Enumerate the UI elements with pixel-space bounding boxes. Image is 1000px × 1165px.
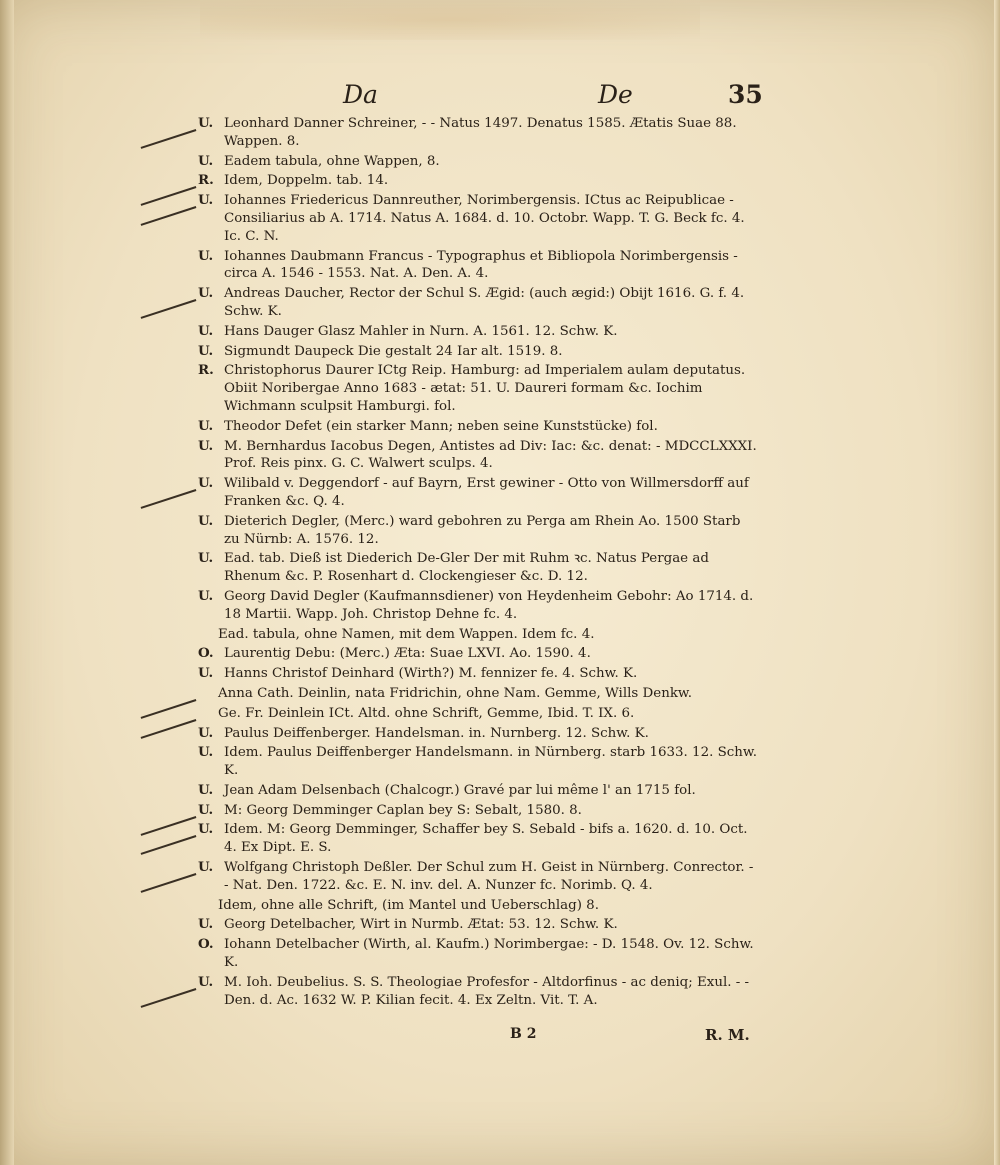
entry-text: Anna Cath. Deinlin, nata Fridrichin, ohne Nam. Gemme, Wills Denkw. [218,685,693,701]
catalog-entry [198,802,758,820]
entry-mark: U. [198,152,214,169]
catalog-entry [198,362,758,415]
entry-text: Idem, ohne alle Schrift, (im Mantel und Ueberschlag) 8. [218,897,599,913]
catchword: R. M. [705,1026,750,1044]
pen-tick-mark [141,699,197,718]
pen-tick-mark [141,489,197,508]
catalog-entry [198,248,758,284]
entry-mark: U. [198,512,214,529]
entry-text: Ge. Fr. Deinlein ICt. Altd. ohne Schrift, Gemme, Ibid. T. IX. 6. [218,705,635,721]
entry-text: M: Georg Demminger Caplan bey S: Sebalt, 1580. 8. [224,802,582,818]
entry-text: Ead. tab. Dieß ist Diederich De-Gler Der mit Ruhm ꝛc. Natus Pergae ad Rhenum &c. P. Rosenhart d. Clockengieser &c. D. 12. [224,551,709,585]
entry-mark: U. [198,587,214,604]
catalog-entry [198,859,758,895]
catalog-entry [198,626,758,644]
catalog-entry [198,115,758,151]
catalog-entry [198,513,758,549]
entry-text: Andreas Daucher, Rector der Schul S. Ægid: (auch ægid:) Obijt 1616. G. f. 4. Schw. K. [224,286,745,319]
catalog-entry [198,645,758,663]
catalog-entry [198,744,758,780]
header-left-word: Da [343,80,378,109]
entry-mark: U. [198,821,214,838]
entry-text: Leonhard Danner Schreiner, - - Natus 1497. Denatus 1585. Ætatis Suae 88. Wappen. 8. [224,116,737,149]
catalog-entry [198,665,758,683]
entry-mark: O. [198,936,214,953]
entry-text: Hans Dauger Glasz Mahler in Nurn. A. 1561. 12. Schw. K. [224,323,618,339]
entry-text: Eadem tabula, ohne Wappen, 8. [224,153,440,169]
entry-mark: U. [198,916,214,933]
entry-text: Georg Detelbacher, Wirt in Nurmb. Ætat: 53. 12. Schw. K. [224,917,618,933]
entry-mark: O. [198,645,214,662]
catalog-entry [198,550,758,586]
catalog-entry [198,821,758,857]
entry-text: Laurentig Debu: (Merc.) Æta: Suae LXVI. Ao. 1590. 4. [224,646,591,662]
pen-tick-mark [141,129,197,148]
entry-mark: U. [198,550,214,567]
entry-mark: U. [198,247,214,264]
entry-text: Jean Adam Delsenbach (Chalcogr.) Gravé par lui même l' an 1715 fol. [224,782,696,798]
entry-mark: U. [198,475,214,492]
entry-text: Ead. tabula, ohne Namen, mit dem Wappen. Idem fc. 4. [218,626,595,642]
entry-text: Idem, Doppelm. tab. 14. [224,173,389,189]
entry-mark: U. [198,724,214,741]
catalog-entry [198,897,758,915]
entry-text: Christophorus Daurer ICtg Reip. Hamburg: ad Imperialem aulam deputatus. Obiit Noribergae Anno 1683 - ætat: 51. U. Daureri formam &c. Iochim Wichmann sculpsit Hamburgi. fol. [224,363,746,414]
entry-mark: U. [198,973,214,990]
catalog-entry [198,705,758,723]
entry-text: Sigmundt Daupeck Die gestalt 24 Iar alt. 1519. 8. [224,343,563,359]
page-edge [994,0,1000,1165]
entry-mark: U. [198,192,214,209]
catalog-entry [198,936,758,972]
catalog-entry [198,418,758,436]
entry-mark: U. [198,342,214,359]
pen-tick-mark [141,299,197,318]
catalog-entry [198,588,758,624]
catalog-entry [198,438,758,474]
signature-mark: B 2 [510,1026,537,1042]
catalog-entry [198,916,758,934]
pen-tick-mark [141,186,197,205]
entry-text: Wilibald v. Deggendorf - auf Bayrn, Erst gewiner - Otto von Willmersdorff auf Franken &c. Q. 4. [224,476,749,509]
entry-text: Idem. M: Georg Demminger, Schaffer bey S. Sebald - bifs a. 1620. d. 10. Oct. 4. Ex Dipt. E. S. [224,822,748,856]
entry-text: Theodor Defet (ein starker Mann; neben seine Kunststücke) fol. [224,418,658,434]
entry-text: Idem. Paulus Deiffenberger Handelsmann. in Nürnberg. starb 1633. 12. Schw. K. [224,745,758,779]
pen-tick-mark [141,988,197,1007]
entry-text: Iohann Detelbacher (Wirth, al. Kaufm.) Norimbergae: - D. 1548. Ov. 12. Schw. K. [224,937,754,971]
entry-mark: U. [198,781,214,798]
pen-tick-mark [141,719,197,738]
paper-stain [200,0,700,40]
entry-mark: U. [198,285,214,302]
entry-mark: U. [198,801,214,818]
catalog-entry [198,285,758,321]
catalog-entry [198,782,758,800]
entry-mark: U. [198,322,214,339]
entry-text: Dieterich Degler, (Merc.) ward gebohren zu Perga am Rhein Ao. 1500 Starb zu Nürnb: A. 1576. 12. [224,513,741,547]
entry-text: M. Ioh. Deubelius. S. S. Theologiae Profesfor - Altdorfinus - ac deniq; Exul. - - Den. d. Ac. 1632 W. P. Kilian fecit. 4. Ex Zeltn. Vit. T. A. [224,974,750,1008]
catalog-entry [198,343,758,361]
entry-text: Iohannes Friedericus Dannreuther, Norimbergensis. ICtus ac Reipublicae - Consiliarius ab A. 1714. Natus A. 1684. d. 10. Octobr. Wapp. T. G. Beck fc. 4. Ic. C. N. [224,193,745,244]
catalog-entry [198,323,758,341]
catalog-entries [198,115,758,1011]
page-number: 35 [728,80,763,109]
pen-tick-mark [141,836,197,855]
entry-mark: U. [198,437,214,454]
catalog-entry [198,192,758,245]
entry-text: Paulus Deiffenberger. Handelsman. in. Nurnberg. 12. Schw. K. [224,725,649,741]
catalog-entry [198,974,758,1010]
catalog-entry [198,685,758,703]
entry-text: M. Bernhardus Iacobus Degen, Antistes ad Div: Iac: &c. denat: - MDCCLXXXI. Prof. Reis pinx. G. C. Walwert sculps. 4. [224,438,757,472]
entry-text: Georg David Degler (Kaufmannsdiener) von Heydenheim Gebohr: Ao 1714. d. 18 Martii. Wapp. Joh. Christop Dehne fc. 4. [224,588,754,622]
pen-tick-mark [141,206,197,225]
entry-mark: R. [198,172,214,189]
entry-mark: U. [198,859,214,876]
entry-mark: U. [198,744,214,761]
header-right-word: De [598,80,633,109]
entry-mark: U. [198,115,214,131]
catalog-entry [198,153,758,171]
entry-text: Hanns Christof Deinhard (Wirth?) M. fennizer fe. 4. Schw. K. [224,666,638,682]
page-gutter [0,0,14,1165]
entry-text: Wolfgang Christoph Deßler. Der Schul zum H. Geist in Nürnberg. Conrector. - - Nat. Den. 1722. &c. E. N. inv. del. A. Nunzer fc. Norimb. Q. 4. [224,860,754,893]
entry-text: Iohannes Daubmann Francus - Typographus et Bibliopola Norimbergensis - circa A. 1546 - 1553. Nat. A. Den. A. 4. [224,248,738,282]
catalog-entry [198,725,758,743]
running-header [0,80,1000,120]
entry-mark: R. [198,362,214,379]
entry-mark: U. [198,417,214,434]
pen-tick-mark [141,816,197,835]
pen-tick-mark [141,873,197,892]
catalog-entry [198,475,758,511]
entry-mark: U. [198,665,214,682]
catalog-entry [198,172,758,190]
